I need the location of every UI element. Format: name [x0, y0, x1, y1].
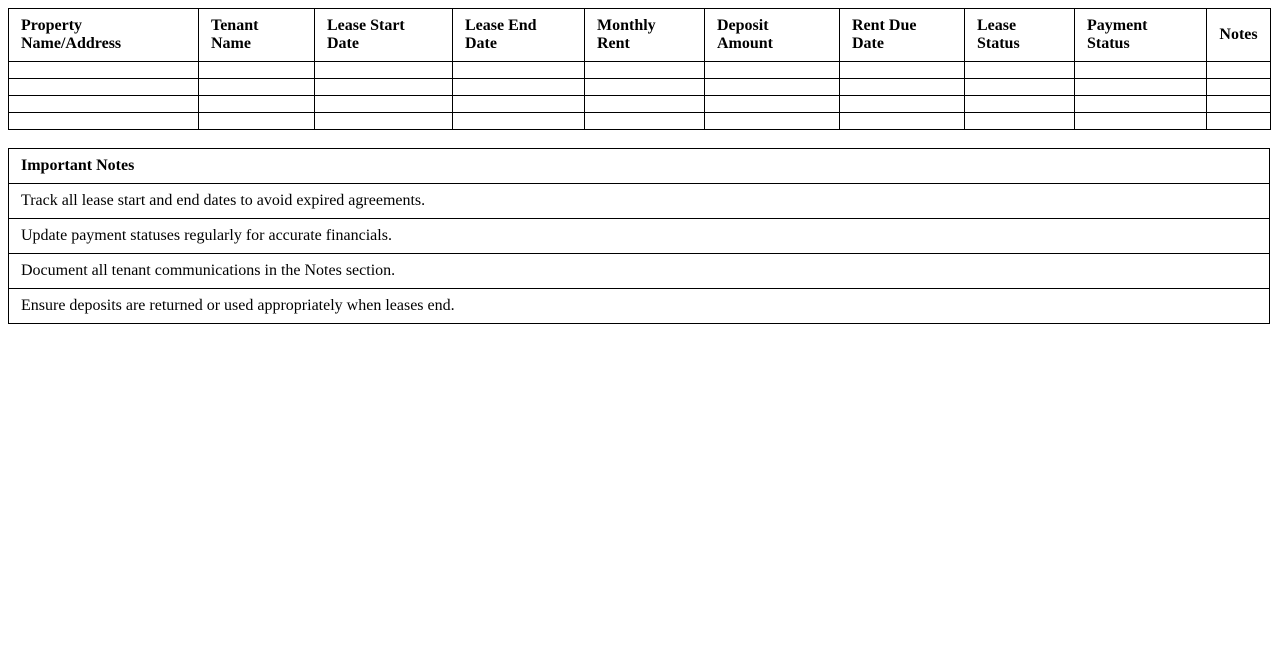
- table-cell[interactable]: [315, 62, 453, 79]
- table-cell[interactable]: [705, 79, 840, 96]
- table-cell[interactable]: [840, 96, 965, 113]
- table-cell[interactable]: [965, 96, 1075, 113]
- table-cell[interactable]: [1075, 96, 1207, 113]
- column-header-monthly-rent: Monthly Rent: [585, 9, 705, 62]
- column-header-property: Property Name/Address: [9, 9, 199, 62]
- table-cell[interactable]: [1207, 79, 1271, 96]
- table-cell[interactable]: [199, 113, 315, 130]
- column-header-tenant-name: Tenant Name: [199, 9, 315, 62]
- table-row: [9, 62, 1271, 79]
- table-cell[interactable]: [1207, 113, 1271, 130]
- column-header-lease-end-date: Lease End Date: [453, 9, 585, 62]
- notes-heading: Important Notes: [9, 149, 1270, 184]
- column-header-lease-start-date: Lease Start Date: [315, 9, 453, 62]
- column-header-notes: Notes: [1207, 9, 1271, 62]
- note-text: Track all lease start and end dates to avoid expired agreements.: [9, 184, 1270, 219]
- table-row: [9, 96, 1271, 113]
- note-text: Ensure deposits are returned or used appropriately when leases end.: [9, 289, 1270, 324]
- table-cell[interactable]: [199, 62, 315, 79]
- list-item: [9, 184, 1270, 219]
- table-cell[interactable]: [705, 113, 840, 130]
- table-cell[interactable]: [315, 96, 453, 113]
- table-cell[interactable]: [840, 79, 965, 96]
- note-text: Document all tenant communications in the Notes section.: [9, 254, 1270, 289]
- table-cell[interactable]: [965, 62, 1075, 79]
- table-cell[interactable]: [705, 96, 840, 113]
- column-header-deposit-amount: Deposit Amount: [705, 9, 840, 62]
- note-text: Update payment statuses regularly for accurate financials.: [9, 219, 1270, 254]
- table-cell[interactable]: [585, 62, 705, 79]
- table-cell[interactable]: [453, 96, 585, 113]
- table-cell[interactable]: [9, 96, 199, 113]
- table-cell[interactable]: [199, 79, 315, 96]
- table-cell[interactable]: [453, 62, 585, 79]
- table-cell[interactable]: [453, 113, 585, 130]
- page: [8, 8, 1270, 324]
- header-row: [9, 9, 1271, 62]
- table-cell[interactable]: [1075, 79, 1207, 96]
- table-cell[interactable]: [585, 79, 705, 96]
- table-row: [9, 79, 1271, 96]
- table-row: [9, 113, 1271, 130]
- table-cell[interactable]: [315, 113, 453, 130]
- column-header-lease-status: Lease Status: [965, 9, 1075, 62]
- list-item: [9, 219, 1270, 254]
- notes-header-row: [9, 149, 1270, 184]
- important-notes-table: [8, 148, 1270, 324]
- table-cell[interactable]: [585, 113, 705, 130]
- table-cell[interactable]: [840, 62, 965, 79]
- column-header-rent-due-date: Rent Due Date: [840, 9, 965, 62]
- table-cell[interactable]: [840, 113, 965, 130]
- table-cell[interactable]: [9, 62, 199, 79]
- table-cell[interactable]: [315, 79, 453, 96]
- table-cell[interactable]: [199, 96, 315, 113]
- table-cell[interactable]: [965, 79, 1075, 96]
- table-cell[interactable]: [1207, 62, 1271, 79]
- list-item: [9, 289, 1270, 324]
- lease-tracker-table: [8, 8, 1271, 130]
- table-cell[interactable]: [1075, 62, 1207, 79]
- column-header-payment-status: Payment Status: [1075, 9, 1207, 62]
- table-cell[interactable]: [9, 79, 199, 96]
- table-cell[interactable]: [1075, 113, 1207, 130]
- table-cell[interactable]: [1207, 96, 1271, 113]
- table-cell[interactable]: [453, 79, 585, 96]
- table-cell[interactable]: [585, 96, 705, 113]
- table-cell[interactable]: [965, 113, 1075, 130]
- table-cell[interactable]: [9, 113, 199, 130]
- table-cell[interactable]: [705, 62, 840, 79]
- list-item: [9, 254, 1270, 289]
